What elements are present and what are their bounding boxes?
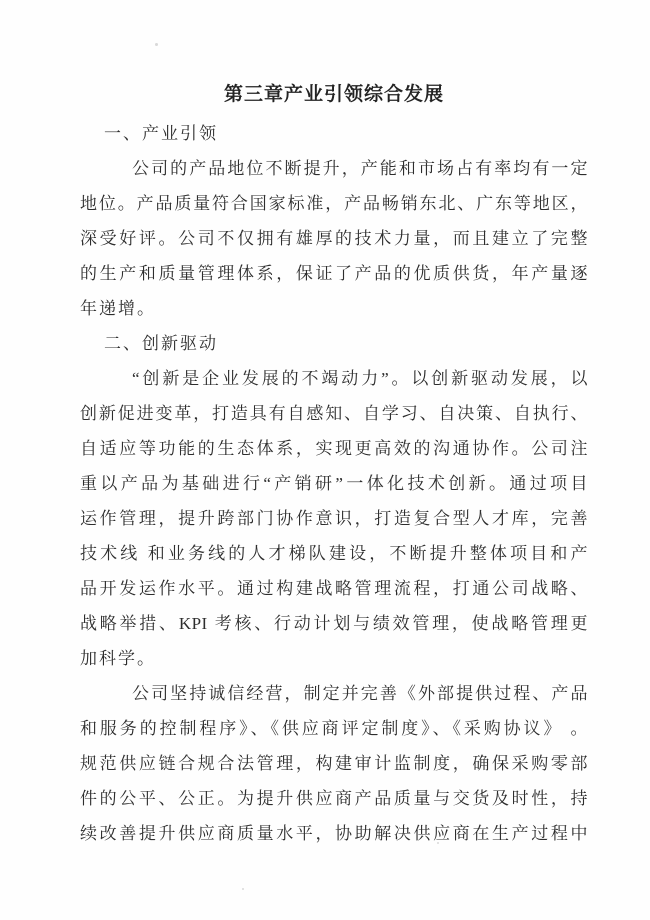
text-line: 创新促进变革，打造具有自感知、自学习、自决策、自执行、 [80, 404, 588, 423]
text-line: 公司的产品地位不断提升，产能和市场占有率均有一定 [132, 159, 588, 178]
text-line: 续改善提升供应商质量水平，协助解决供应商在生产过程中 [80, 824, 588, 843]
scan-speck [242, 888, 244, 890]
text-line: “创新是企业发展的不竭动力”。以创新驱动发展，以 [132, 369, 588, 388]
text-line: 战略举措、KPI 考核、行动计划与绩效管理，使战略管理更 [80, 614, 588, 633]
text-line: 自适应等功能的生态体系，实现更高效的沟通协作。公司注 [80, 439, 588, 458]
paragraph [80, 676, 588, 851]
text-line: 年递增。 [80, 299, 156, 318]
text-line: 技术线 和业务线的人才梯队建设，不断提升整体项目和产 [80, 544, 588, 563]
text-line: 公司坚持诚信经营，制定并完善《外部提供过程、产品 [132, 684, 588, 703]
text-line: 地位。产品质量符合国家标准，产品畅销东北、广东等地区， [80, 194, 588, 213]
section-industry-leading [80, 116, 588, 326]
text-line: 的生产和质量管理体系，保证了产品的优质供货，年产量逐 [80, 264, 588, 283]
section-heading: 二、创新驱动 [104, 334, 218, 353]
text-line: 加科学。 [80, 649, 156, 668]
document-content [80, 82, 588, 851]
paragraph [80, 151, 588, 326]
section-innovation-driven [80, 326, 588, 851]
text-line: 件的公平、公正。为提升供应商产品质量与交货及时性，持 [80, 789, 588, 808]
text-line: 品开发运作水平。通过构建战略管理流程，打通公司战略、 [80, 579, 588, 598]
text-line: 规范供应链合规合法管理，构建审计监制度，确保采购零部 [80, 754, 588, 773]
text-line: 和服务的控制程序》、《供应商评定制度》、《采购协议》 。 [80, 719, 588, 738]
page-title: 第三章产业引领综合发展 [223, 84, 444, 105]
text-line: 运作管理，提升跨部门协作意识，打造复合型人才库，完善 [80, 509, 588, 528]
paragraph [80, 361, 588, 676]
section-heading: 一、产业引领 [104, 124, 218, 143]
text-line: 重以产品为基础进行“产销研”一体化技术创新。通过项目 [80, 474, 588, 493]
text-line: 深受好评。公司不仅拥有雄厚的技术力量，而且建立了完整 [80, 229, 588, 248]
scan-speck [155, 43, 158, 46]
